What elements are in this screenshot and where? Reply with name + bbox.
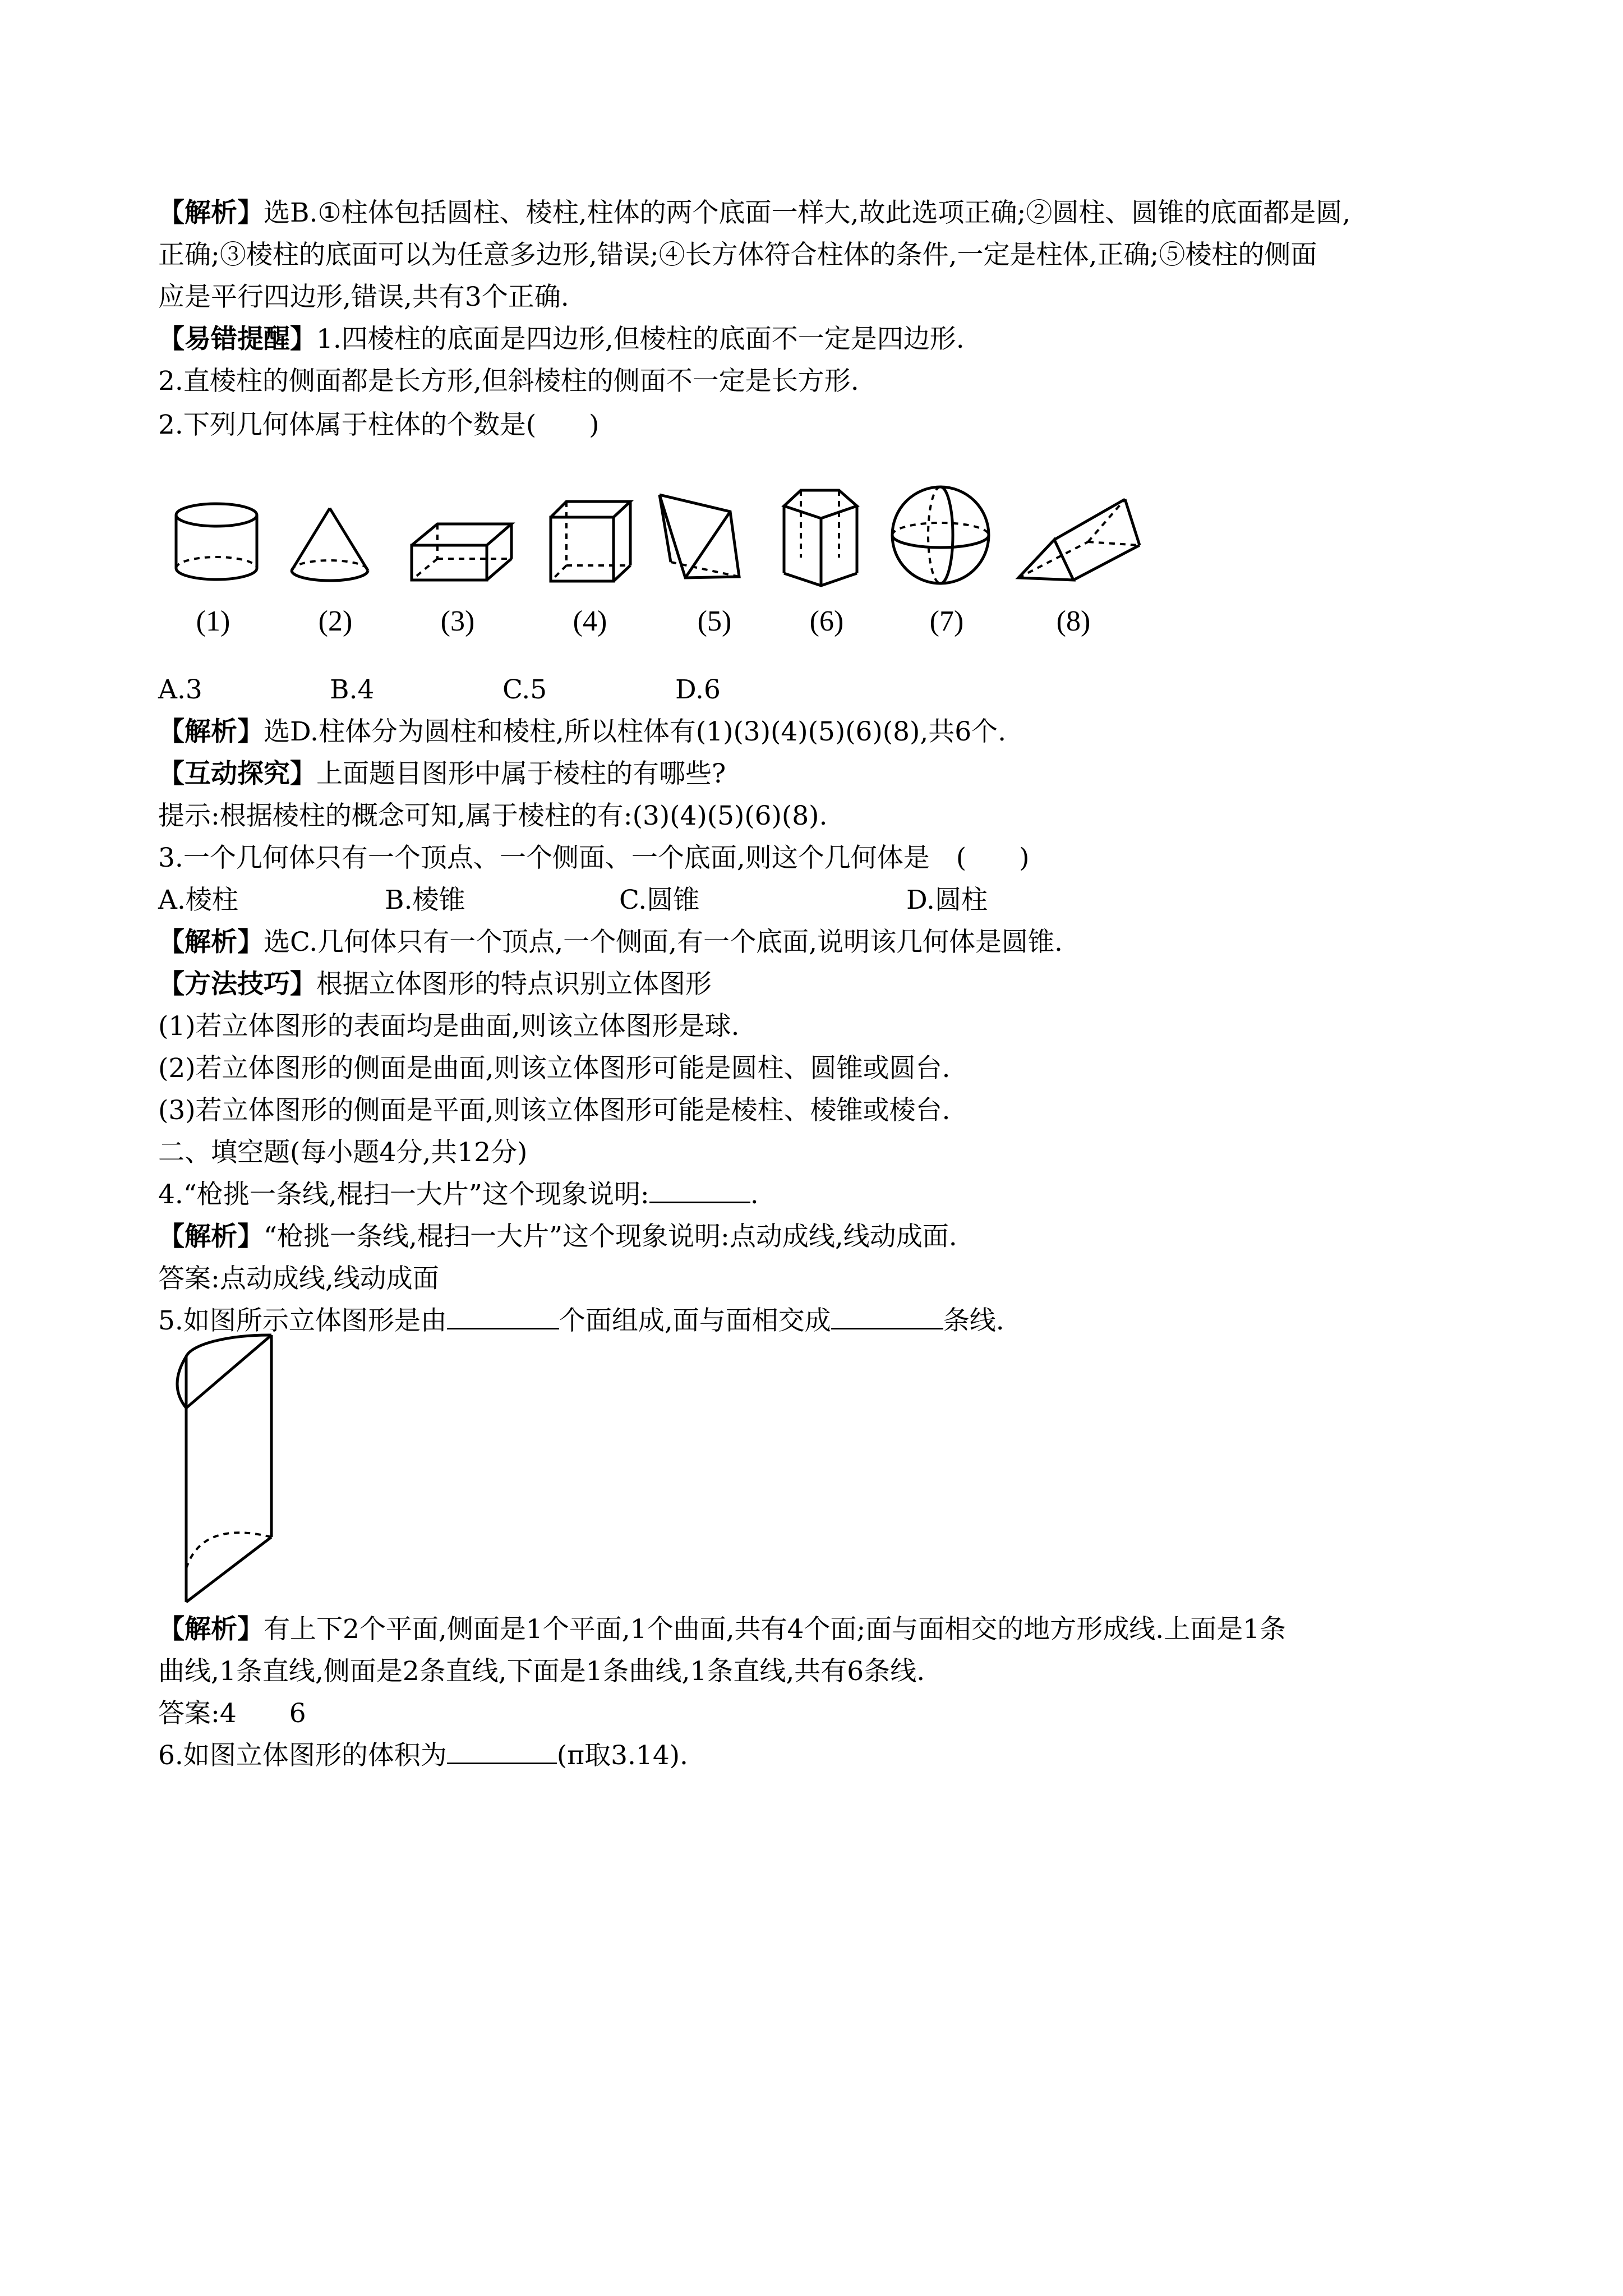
figure-label-8: (8): [1056, 605, 1091, 637]
answer-blank: [447, 1739, 557, 1764]
warning-tag: 【易错提醒】: [158, 324, 316, 355]
analysis-tag: 【解析】: [158, 927, 264, 958]
analysis-tag: 【解析】: [158, 1614, 264, 1645]
figure-label-7: (7): [929, 605, 964, 637]
q5-stem-end: 条线.: [943, 1305, 1004, 1336]
figure-label-5: (5): [697, 605, 732, 637]
q3-option-a: A.棱柱: [158, 885, 238, 915]
q3-method-item-3: (3)若立体图形的侧面是平面,则该立体图形可能是棱柱、棱锥或棱台.: [158, 1095, 951, 1126]
q3-option-d: D.圆柱: [906, 885, 988, 915]
q2-option-c: C.5: [502, 674, 547, 705]
q1-warning-text: 1.四棱柱的底面是四边形,但棱柱的底面不一定是四边形.: [316, 324, 965, 355]
q5-analysis-text: 有上下2个平面,侧面是1个平面,1个曲面,共有4个面;面与面相交的地方形成线.上面是1条: [264, 1614, 1287, 1645]
q5-stem-text: 5.如图所示立体图形是由: [158, 1305, 447, 1336]
q3-method-text: 根据立体图形的特点识别立体图形: [316, 969, 712, 1000]
q2-stem: 2.下列几何体属于柱体的个数是( ): [158, 409, 600, 440]
figure-label-6: (6): [809, 605, 844, 637]
q3-method-item-2: (2)若立体图形的侧面是曲面,则该立体图形可能是圆柱、圆锥或圆台.: [158, 1053, 951, 1084]
q5-analysis-line1: [158, 1613, 1286, 1646]
q4-answer: 答案:点动成线,线动成面: [158, 1263, 439, 1294]
q1-warning-line2: 2.直棱柱的侧面都是长方形,但斜棱柱的侧面不一定是长方形.: [158, 366, 859, 397]
q6-stem-end: (π取3.14).: [556, 1740, 688, 1771]
q1-analysis-line2: 正确;③棱柱的底面可以为任意多边形,错误;④长方体符合柱体的条件,一定是柱体,正确;⑤棱柱的侧面: [158, 240, 1317, 270]
q4-analysis-text: “枪挑一条线,棍扫一大片”这个现象说明:点动成线,线动成面.: [264, 1221, 957, 1252]
q2-hint: 提示:根据棱柱的概念可知,属于棱柱的有:(3)(4)(5)(6)(8).: [158, 800, 828, 831]
q4-stem-text: 4.“枪挑一条线,棍扫一大片”这个现象说明:: [158, 1179, 649, 1210]
q2-analysis-text: 选D.柱体分为圆柱和棱柱,所以柱体有(1)(3)(4)(5)(6)(8),共6个.: [264, 716, 1007, 747]
q6-stem-text: 6.如图立体图形的体积为: [158, 1740, 447, 1771]
figure-label-2: (2): [318, 605, 353, 637]
q2-option-d: D.6: [675, 674, 721, 705]
q3-option-c: C.圆锥: [619, 885, 700, 915]
figure-label-3: (3): [440, 605, 475, 637]
q1-analysis-text: 选B.①柱体包括圆柱、棱柱,柱体的两个底面一样大,故此选项正确;②圆柱、圆锥的底面都是圆,: [264, 197, 1351, 228]
analysis-tag: 【解析】: [158, 1221, 264, 1252]
figure-label-1: (1): [196, 605, 230, 637]
q4-stem-end: .: [750, 1179, 759, 1210]
section-title: 二、填空题(每小题4分,共12分): [158, 1137, 528, 1168]
q6-stem: [158, 1739, 688, 1773]
analysis-tag: 【解析】: [158, 197, 264, 228]
q5-stem-middle: 个面组成,面与面相交成: [559, 1305, 831, 1336]
q2-option-b: B.4: [330, 674, 375, 705]
q3-analysis-text: 选C.几何体只有一个顶点,一个侧面,有一个底面,说明该几何体是圆锥.: [264, 927, 1063, 958]
figure-label-4: (4): [573, 605, 607, 637]
explore-tag: 【互动探究】: [158, 758, 316, 789]
q1-analysis-line3: 应是平行四边形,错误,共有3个正确.: [158, 282, 569, 312]
analysis-tag: 【解析】: [158, 716, 264, 747]
method-tag: 【方法技巧】: [158, 969, 316, 1000]
q3-option-b: B.棱锥: [385, 885, 465, 915]
q3-method-item-1: (1)若立体图形的表面均是曲面,则该立体图形是球.: [158, 1011, 740, 1042]
q2-explore-text: 上面题目图形中属于棱柱的有哪些?: [316, 758, 726, 789]
q3-stem: 3.一个几何体只有一个顶点、一个侧面、一个底面,则这个几何体是 ( ): [158, 843, 1030, 873]
q5-analysis-line2: 曲线,1条直线,侧面是2条直线,下面是1条曲线,1条直线,共有6条线.: [158, 1656, 925, 1687]
q5-answer: 答案:4 6: [158, 1698, 306, 1729]
q2-option-a: A.3: [158, 674, 202, 705]
